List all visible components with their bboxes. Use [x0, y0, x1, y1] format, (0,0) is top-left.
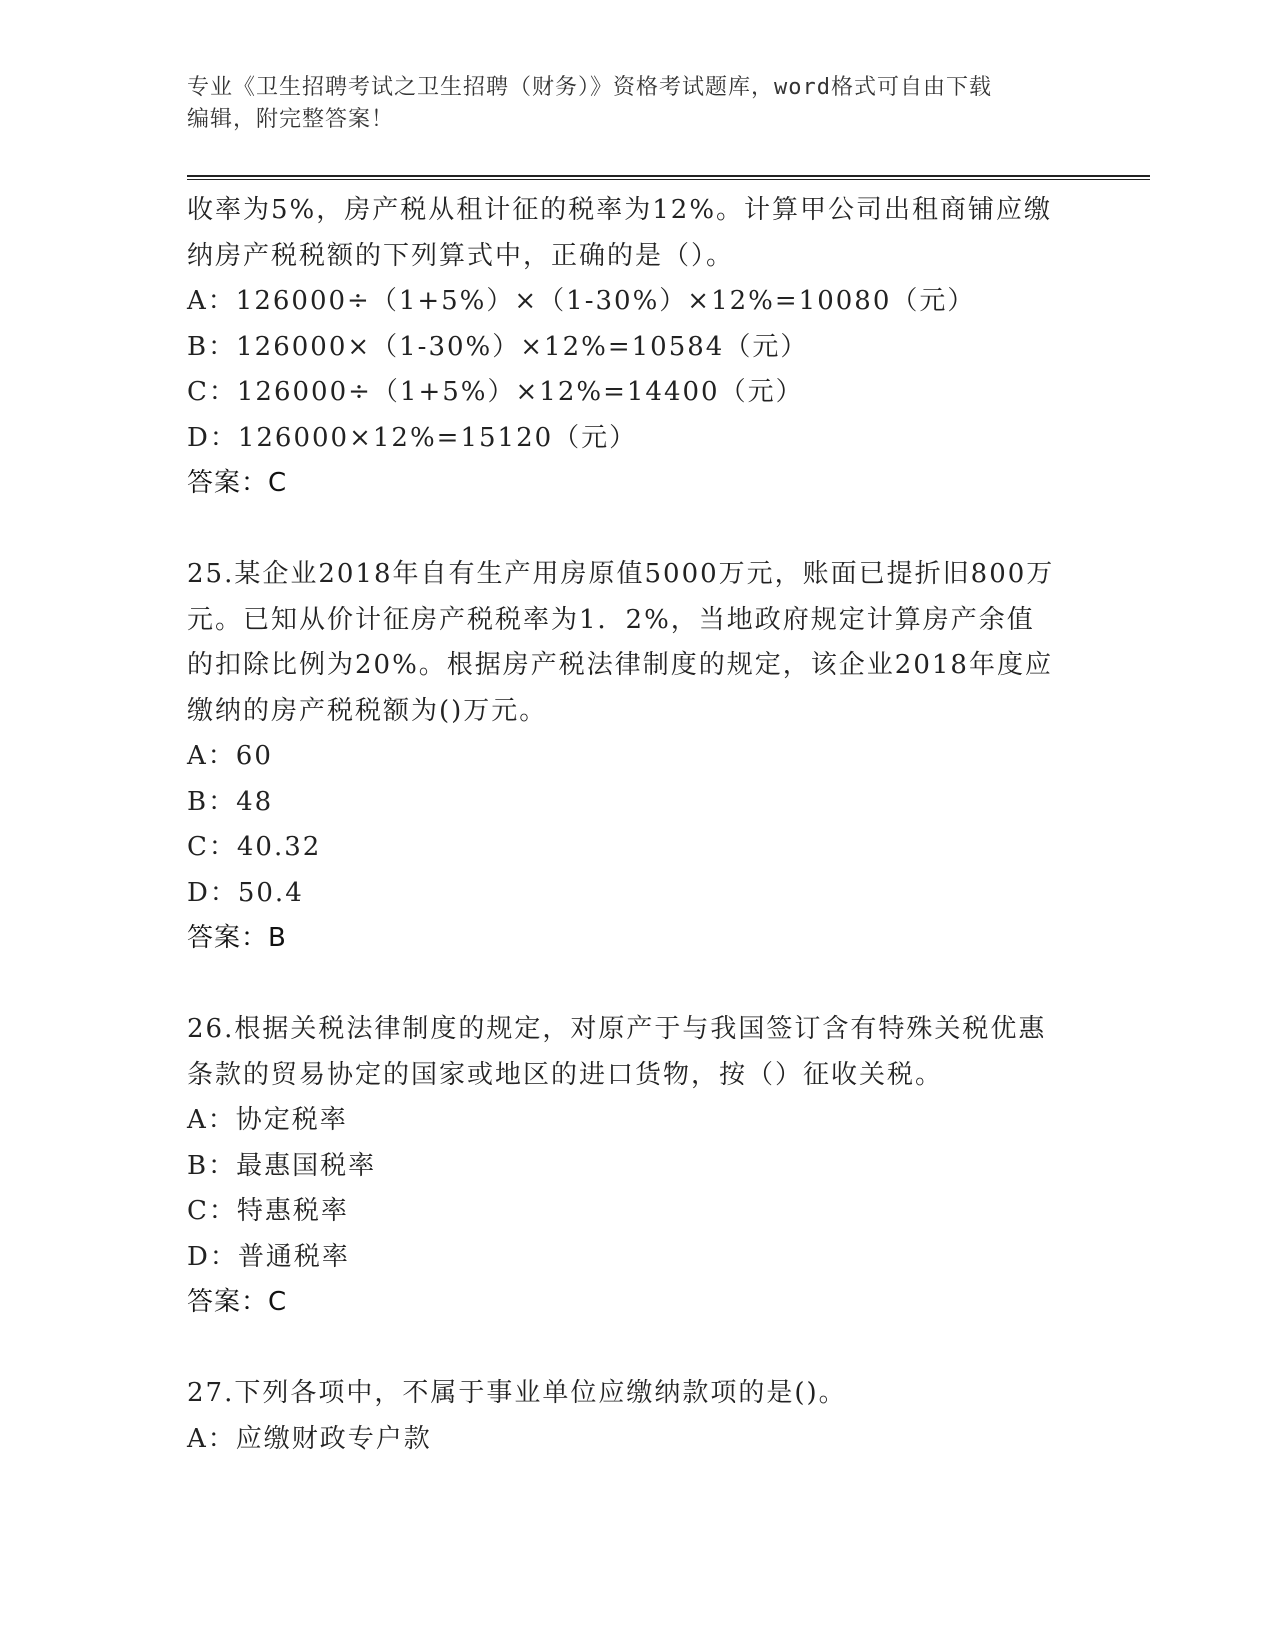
question-stem-line: 元。已知从价计征房产税税率为1．2%，当地政府规定计算房产余值	[187, 604, 1035, 635]
question-stem-line: 的扣除比例为20%。根据房产税法律制度的规定，该企业2018年度应	[187, 650, 1053, 680]
question-stem-line: 缴纳的房产税税额为()万元。	[187, 695, 548, 726]
header-divider	[187, 175, 1150, 180]
question-block	[187, 1007, 1087, 1326]
answer-line: 答案：C	[187, 1287, 288, 1317]
option-a: A：60	[187, 741, 273, 771]
option-c: C：40.32	[187, 832, 322, 862]
question-stem-line: 纳房产税税额的下列算式中，正确的是（）。	[187, 240, 735, 271]
option-c: C：特惠税率	[187, 1196, 349, 1226]
question-stem-line: 26.根据关税法律制度的规定，对原产于与我国签订含有特殊关税优惠	[187, 1014, 1047, 1044]
option-a: A：协定税率	[187, 1105, 348, 1135]
option-a: A：126000÷（1+5%）×（1-30%）×12%=10080（元）	[187, 286, 976, 316]
question-stem-line: 25.某企业2018年自有生产用房原值5000万元，账面已提折旧800万	[187, 559, 1055, 589]
question-stem-line: 27.下列各项中，不属于事业单位应缴纳款项的是()。	[187, 1378, 847, 1408]
option-b: B：48	[187, 786, 274, 817]
option-b: B：最惠国税率	[187, 1150, 377, 1181]
answer-line: 答案：C	[187, 468, 288, 498]
answer-line: 答案：B	[187, 923, 287, 953]
page-header	[187, 72, 1087, 136]
spacer	[187, 962, 1087, 1008]
option-d: D：50.4	[187, 877, 304, 908]
document-body	[187, 188, 1087, 1462]
option-a: A：应缴财政专户款	[187, 1423, 432, 1454]
spacer	[187, 507, 1087, 553]
spacer	[187, 1326, 1087, 1372]
question-block	[187, 188, 1087, 507]
question-block	[187, 552, 1087, 962]
question-stem-line: 收率为5%，房产税从租计征的税率为12%。计算甲公司出租商铺应缴	[187, 195, 1053, 225]
option-c: C：126000÷（1+5%）×12%=14400（元）	[187, 377, 804, 407]
option-d: D：普通税率	[187, 1241, 350, 1272]
question-block	[187, 1371, 1087, 1462]
option-d: D：126000×12%=15120（元）	[187, 422, 638, 453]
question-stem-line: 条款的贸易协定的国家或地区的进口货物，按（）征收关税。	[187, 1059, 944, 1090]
header-line: 专业《卫生招聘考试之卫生招聘（财务）》资格考试题库，word格式可自由下载	[187, 75, 992, 100]
header-line: 编辑，附完整答案！	[187, 107, 395, 132]
option-b: B：126000×（1-30%）×12%=10584（元）	[187, 331, 809, 362]
